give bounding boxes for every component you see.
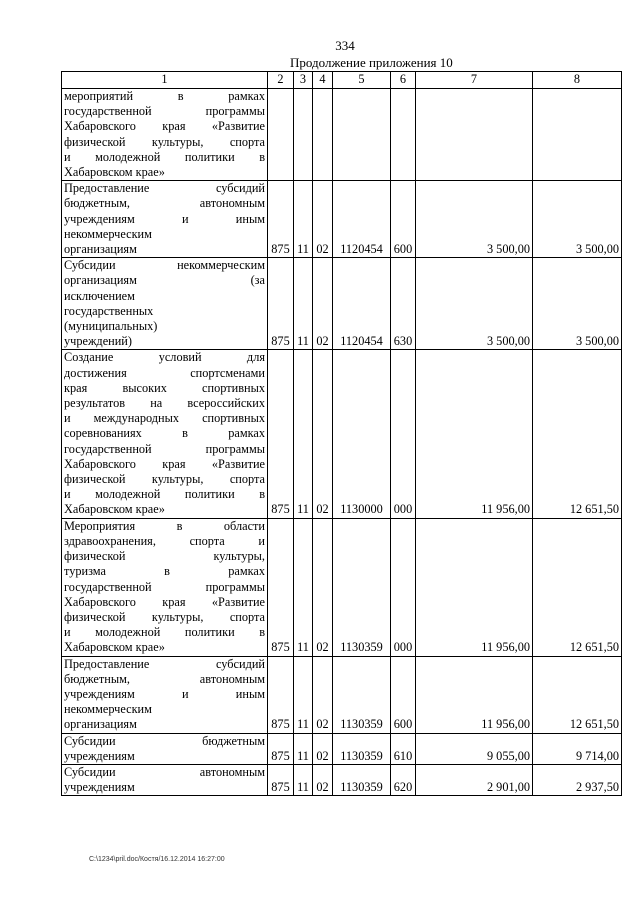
amount-year2-cell: 3 500,00 [533,258,622,350]
header-col-6: 6 [391,72,416,89]
row-name-line: учреждений) [64,334,132,349]
table-body [62,89,622,796]
row-name-line: физической культуры, спорта [64,609,265,624]
ministry-code-cell: 875 [268,764,294,795]
table-row [62,350,622,518]
ministry-code-cell: 875 [268,656,294,733]
file-path-footer: C:\1234\pril.doc/Костя/16.12.2014 16:27:00 [89,856,225,863]
row-name-line: государственной программы [64,579,265,594]
expense-type-cell: 620 [391,764,416,795]
row-name-cell [62,518,268,656]
row-name-line: физической культуры, спорта [64,134,265,149]
row-name-line: организациям (за [64,273,265,288]
target-article-cell: 1130359 [333,518,391,656]
row-name-line: и молодежной политики в [64,487,265,502]
row-name-line: организациям [64,717,137,732]
table-row [62,89,622,181]
row-name-line: Хабаровского края «Развитие [64,119,265,134]
row-name-line: мероприятий в рамках [64,89,265,103]
target-article-cell [333,89,391,181]
section-code-cell: 11 [294,350,313,518]
amount-year1-cell: 9 055,00 [416,733,533,764]
amount-year2-cell [533,89,622,181]
row-name-line: и молодежной политики в [64,149,265,164]
section-code-cell: 11 [294,258,313,350]
header-col-8: 8 [533,72,622,89]
header-col-3: 3 [294,72,313,89]
row-name-line: Предоставление субсидий [64,181,265,196]
amount-year1-cell: 11 956,00 [416,656,533,733]
row-name-line: организациям [64,242,137,257]
amount-year2-cell: 2 937,50 [533,764,622,795]
row-name-line: учреждениям и иным [64,211,265,226]
row-name-line: и международных спортивных [64,411,265,426]
subsection-code-cell: 02 [313,350,333,518]
expense-type-cell: 600 [391,656,416,733]
subsection-code-cell: 02 [313,518,333,656]
amount-year1-cell: 2 901,00 [416,764,533,795]
header-row [62,72,622,89]
section-code-cell: 11 [294,181,313,258]
row-name-line: туризма в рамках [64,564,265,579]
ministry-code-cell: 875 [268,350,294,518]
amount-year2-cell: 12 651,50 [533,518,622,656]
target-article-cell: 1120454 [333,258,391,350]
subsection-code-cell: 02 [313,764,333,795]
subsection-code-cell: 02 [313,181,333,258]
page-number: 334 [335,38,355,53]
expense-type-cell: 000 [391,518,416,656]
row-name-cell [62,656,268,733]
row-name-line: бюджетным, автономным [64,196,265,211]
ministry-code-cell: 875 [268,518,294,656]
row-name-line: учреждениям [64,748,135,763]
expense-type-cell: 000 [391,350,416,518]
row-name-line: Субсидии некоммерческим [64,258,265,273]
row-name-line: некоммерческим [64,226,152,241]
row-name-line: края высоких спортивных [64,380,265,395]
header-col-5: 5 [333,72,391,89]
header-col-7: 7 [416,72,533,89]
amount-year2-cell: 12 651,50 [533,656,622,733]
amount-year2-cell: 9 714,00 [533,733,622,764]
row-name-line: Предоставление субсидий [64,656,265,671]
target-article-cell: 1130359 [333,733,391,764]
row-name-line: учреждениям [64,780,135,795]
appendix-continuation-title: Продолжение приложения 10 [290,55,453,70]
row-name-line: и молодежной политики в [64,625,265,640]
section-code-cell [294,89,313,181]
target-article-cell: 1130000 [333,350,391,518]
ministry-code-cell [268,89,294,181]
budget-table [61,71,622,796]
table-row [62,656,622,733]
ministry-code-cell: 875 [268,181,294,258]
row-name-line: достижения спортсменами [64,365,265,380]
row-name-line: соревнованиях в рамках [64,426,265,441]
section-code-cell: 11 [294,518,313,656]
row-name-cell [62,89,268,181]
target-article-cell: 1120454 [333,181,391,258]
table-row [62,518,622,656]
expense-type-cell: 610 [391,733,416,764]
row-name-line: здравоохранения, спорта и [64,533,265,548]
row-name-cell [62,733,268,764]
amount-year1-cell [416,89,533,181]
amount-year1-cell: 3 500,00 [416,258,533,350]
header-col-1: 1 [62,72,268,89]
row-name-line: Хабаровском крае» [64,502,165,517]
row-name-line: Хабаровском крае» [64,165,165,180]
header-col-4: 4 [313,72,333,89]
ministry-code-cell: 875 [268,258,294,350]
table-row [62,181,622,258]
row-name-line: государственной программы [64,104,265,119]
row-name-line: некоммерческим [64,702,152,717]
header-col-2: 2 [268,72,294,89]
row-name-line: физической культуры, спорта [64,472,265,487]
row-name-cell [62,181,268,258]
row-name-line: Субсидии автономным [64,764,265,779]
row-name-cell [62,764,268,795]
section-code-cell: 11 [294,733,313,764]
row-name-line: государственных [64,303,154,318]
row-name-cell [62,258,268,350]
amount-year1-cell: 11 956,00 [416,518,533,656]
target-article-cell: 1130359 [333,656,391,733]
row-name-line: Субсидии бюджетным [64,733,265,748]
row-name-line: Хабаровского края «Развитие [64,594,265,609]
expense-type-cell: 630 [391,258,416,350]
target-article-cell: 1130359 [333,764,391,795]
section-code-cell: 11 [294,764,313,795]
ministry-code-cell: 875 [268,733,294,764]
amount-year1-cell: 11 956,00 [416,350,533,518]
row-name-line: государственной программы [64,441,265,456]
table-row [62,258,622,350]
table-row [62,733,622,764]
subsection-code-cell: 02 [313,733,333,764]
table-row [62,764,622,795]
row-name-line: Создание условий для [64,350,265,365]
row-name-line: физической культуры, [64,549,265,564]
row-name-line: бюджетным, автономным [64,671,265,686]
expense-type-cell [391,89,416,181]
amount-year2-cell: 3 500,00 [533,181,622,258]
row-name-line: (муниципальных) [64,319,158,334]
row-name-cell [62,350,268,518]
amount-year1-cell: 3 500,00 [416,181,533,258]
row-name-line: исключением [64,288,135,303]
row-name-line: результатов на всероссийских [64,396,265,411]
row-name-line: Хабаровского края «Развитие [64,456,265,471]
subsection-code-cell: 02 [313,656,333,733]
expense-type-cell: 600 [391,181,416,258]
row-name-line: Хабаровском крае» [64,640,165,655]
subsection-code-cell [313,89,333,181]
section-code-cell: 11 [294,656,313,733]
row-name-line: Мероприятия в области [64,518,265,533]
row-name-line: учреждениям и иным [64,686,265,701]
subsection-code-cell: 02 [313,258,333,350]
amount-year2-cell: 12 651,50 [533,350,622,518]
